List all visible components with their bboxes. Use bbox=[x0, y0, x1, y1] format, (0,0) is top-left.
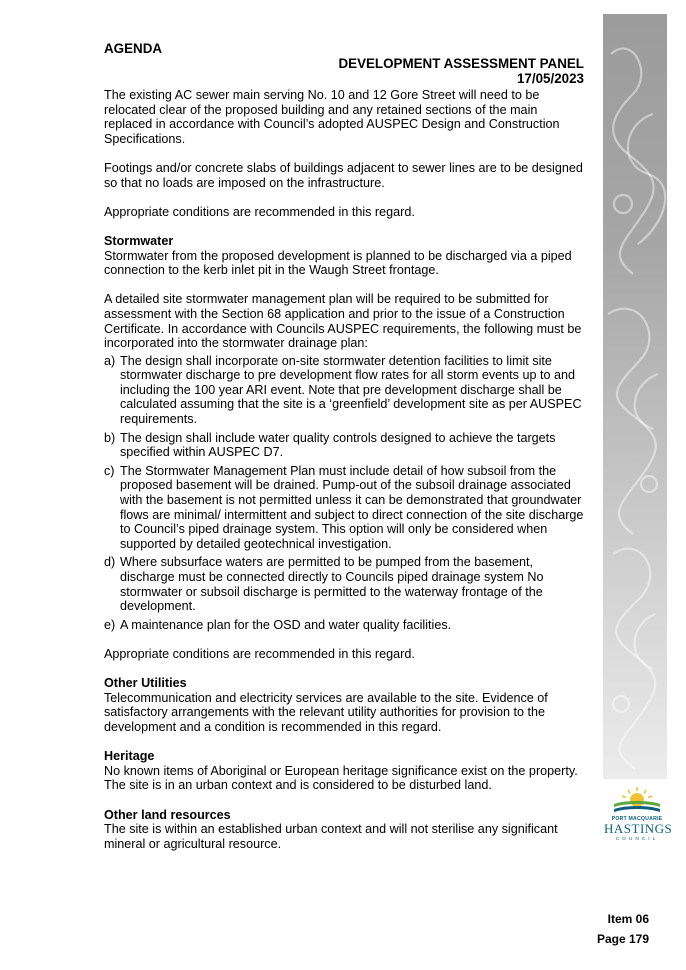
logo-text-port-macquarie: PORT MACQUARIE bbox=[611, 816, 663, 822]
sun-wave-icon bbox=[604, 782, 670, 816]
list-item-text: Where subsurface waters are permitted to be pumped from the basement, discharge must be connected directly to Councils piped drainage system No stormwater or subsoil discharge is permitted to the waterway frontage of the development. bbox=[120, 555, 544, 614]
utilities-heading: Other Utilities bbox=[104, 676, 187, 691]
agenda-heading: AGENDA bbox=[104, 41, 163, 56]
stormwater-paragraph-1: Stormwater from the proposed development is planned to be discharged via a piped connection to the kerb inlet pit in the Waugh Street frontage. bbox=[104, 248, 572, 278]
list-marker: a) bbox=[104, 353, 116, 368]
item-number: Item 06 bbox=[607, 912, 649, 926]
panel-title: DEVELOPMENT ASSESSMENT PANEL bbox=[338, 56, 584, 71]
panel-header bbox=[300, 56, 584, 86]
logo-text-hastings: HASTINGS bbox=[604, 821, 673, 836]
list-item bbox=[104, 618, 588, 633]
land-resources-heading: Other land resources bbox=[104, 807, 231, 822]
swirl-pattern-graphic bbox=[603, 14, 667, 779]
list-item bbox=[104, 431, 588, 460]
stormwater-heading: Stormwater bbox=[104, 233, 174, 248]
heritage-heading: Heritage bbox=[104, 749, 155, 764]
list-item-text: The Stormwater Management Plan must include detail of how subsoil from the proposed basement will be drained. Pump-out of the subsoil drainage associated with the basement is not permitted unless it can be demonstrated that groundwater flows are minimal/ intermittent and subject to direct connection of the site discharge to Council’s piped drainage system. This option will only be considered when supported by detailed geotechnical investigation. bbox=[120, 463, 584, 551]
list-item bbox=[104, 464, 588, 552]
list-marker: b) bbox=[104, 430, 116, 445]
list-item-text: The design shall incorporate on-site stormwater detention facilities to limit site stormwater discharge to pre development flow rates for all storm events up to and including the 100 year ARI event. Note that pre development discharge shall be calculated assuming that the site is a ‘greenfield’ development site as per AUSPEC requirements. bbox=[120, 353, 582, 427]
list-item-text: A maintenance plan for the OSD and water quality facilities. bbox=[120, 617, 452, 632]
list-item-text: The design shall include water quality controls designed to achieve the targets specified within AUSPEC D7. bbox=[120, 430, 556, 460]
list-item bbox=[104, 354, 588, 427]
sewer-paragraph-1: The existing AC sewer main serving No. 10 and 12 Gore Street will need to be relocated clear of the proposed building and any retained sections of the main replaced in accordance with Council’s adopted AUSPEC Design and Construction Specifications. bbox=[104, 88, 560, 146]
stormwater-requirements-list bbox=[104, 354, 588, 633]
document-body bbox=[104, 88, 588, 851]
list-item bbox=[104, 555, 588, 613]
utilities-paragraph: Telecommunication and electricity services are available to the site. Evidence of satisfactory arrangements with the relevant utility authorities for provision to the development and a condition is recommended in this regard. bbox=[104, 690, 548, 734]
logo-text-council: COUNCIL bbox=[615, 837, 659, 842]
sewer-paragraph-2: Footings and/or concrete slabs of buildings adjacent to sewer lines are to be designed so that no loads are imposed on the infrastructure. bbox=[104, 160, 583, 190]
stormwater-paragraph-3: Appropriate conditions are recommended in this regard. bbox=[104, 646, 415, 661]
heritage-paragraph: No known items of Aboriginal or European heritage significance exist on the property. The site is in an urban context and is considered to be disturbed land. bbox=[104, 763, 578, 793]
stormwater-paragraph-2: A detailed site stormwater management plan will be required to be submitted for assessment with the Section 68 application and prior to the issue of a Construction Certificate. In accordance with Councils AUSPEC requirements, the following must be incorporated into the stormwater drainage plan: bbox=[104, 292, 582, 351]
council-logo bbox=[604, 782, 673, 848]
land-resources-paragraph: The site is within an established urban context and will not sterilise any significant mineral or agricultural resource. bbox=[104, 822, 558, 851]
list-marker: c) bbox=[104, 463, 115, 478]
page-number: Page 179 bbox=[596, 932, 649, 946]
list-marker: e) bbox=[104, 617, 116, 632]
sewer-paragraph-3: Appropriate conditions are recommended in this regard. bbox=[104, 204, 415, 219]
list-marker: d) bbox=[104, 555, 116, 570]
decorative-side-band bbox=[603, 14, 667, 779]
meeting-date: 17/05/2023 bbox=[516, 71, 584, 86]
